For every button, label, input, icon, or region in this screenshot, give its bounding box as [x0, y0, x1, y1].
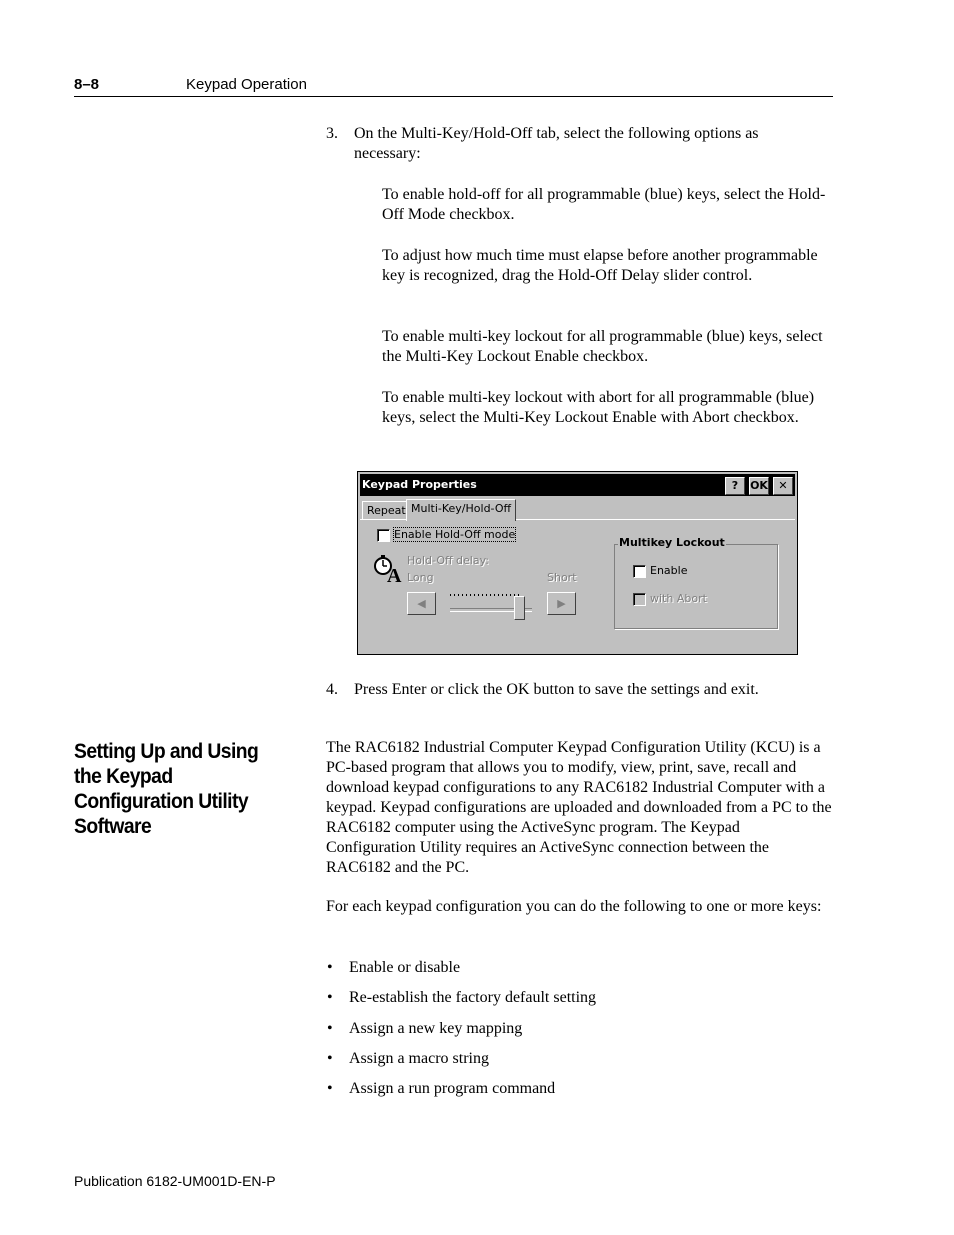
multikey-abort-label[interactable]: with Abort [650, 592, 707, 605]
multikey-enable-label[interactable]: Enable [650, 564, 688, 577]
intro-paragraph: The RAC6182 Industrial Computer Keypad Configuration Utility (KCU) is a PC-based program that allows you to modify, view, print, save, recall and download keypad configurations to any RAC6182 Industrial Computer with a keypad. Keypad configurations are uploaded and downloaded from a PC to the RAC6182 computer using the ActiveSync program. The Keypad Configuration Utility requires an ActiveSync connection between the RAC6182 and the PC. [326, 739, 832, 876]
substep-multikey-abort: To enable multi-key lockout with abort for all programmable (blue) keys, select the Multi-Key Lockout Enable with Abort checkbox. [382, 389, 815, 426]
short-label: Short [547, 571, 577, 584]
running-header: Keypad Operation [186, 76, 307, 93]
substep-holdoff-mode: To enable hold-off for all programmable (blue) keys, select the Hold-Off Mode checkbox. [382, 186, 826, 223]
multikey-enable-checkbox[interactable] [633, 565, 646, 578]
close-icon[interactable]: ✕ [773, 477, 793, 495]
slider-ticks [450, 594, 522, 596]
keypad-properties-dialog [357, 471, 798, 655]
slider-left-arrow-button[interactable]: ◀ [407, 592, 436, 615]
holdoff-delay-label: Hold-Off delay: [407, 554, 490, 567]
ok-button[interactable]: OK [749, 477, 769, 495]
step-text: Press Enter or click the OK button to save the settings and exit. [354, 681, 759, 698]
list-item: • Re-establish the factory default setting [326, 988, 596, 1008]
multikey-lockout-group-label: Multikey Lockout [619, 536, 725, 549]
holdoff-delay-slider-thumb[interactable] [514, 596, 525, 620]
enable-holdoff-checkbox[interactable] [377, 529, 390, 542]
header-rule [74, 96, 833, 97]
dialog-title: Keypad Properties [362, 478, 477, 491]
enable-holdoff-label[interactable]: Enable Hold-Off mode [394, 528, 516, 541]
section-heading: Setting Up and Using the Keypad Configuration Utility Software [74, 740, 259, 838]
step-number: 3. [326, 125, 338, 142]
stopwatch-icon [372, 554, 404, 584]
multikey-abort-checkbox[interactable] [633, 593, 646, 606]
list-item: • Enable or disable [326, 958, 596, 978]
step-number: 4. [326, 681, 338, 698]
slider-right-arrow-button[interactable]: ▶ [547, 592, 576, 615]
step-text: On the Multi-Key/Hold-Off tab, select the following options as necessary: [354, 125, 759, 162]
list-intro-paragraph: For each keypad configuration you can do the following to one or more keys: [326, 898, 822, 915]
list-item: • Assign a new key mapping [326, 1019, 596, 1039]
help-button[interactable]: ? [725, 477, 745, 495]
tab-multikey-holdoff[interactable]: Multi-Key/Hold-Off [406, 499, 516, 521]
list-item: • Assign a run program command [326, 1079, 596, 1099]
tab-repeat[interactable]: Repeat [362, 501, 411, 520]
page-number: 8–8 [74, 76, 100, 93]
svg-text:A: A [387, 565, 402, 584]
substep-holdoff-delay: To adjust how much time must elapse before another programmable key is recognized, drag the Hold-Off Delay slider control. [382, 247, 818, 284]
list-item: • Assign a macro string [326, 1049, 596, 1069]
long-label: Long [407, 571, 434, 584]
multikey-lockout-group [614, 544, 778, 629]
substep-multikey-enable: To enable multi-key lockout for all programmable (blue) keys, select the Multi-Key Lockout Enable checkbox. [382, 328, 823, 365]
publication-footer: Publication 6182-UM001D-EN-P [74, 1173, 276, 1189]
capability-list [326, 958, 596, 1109]
